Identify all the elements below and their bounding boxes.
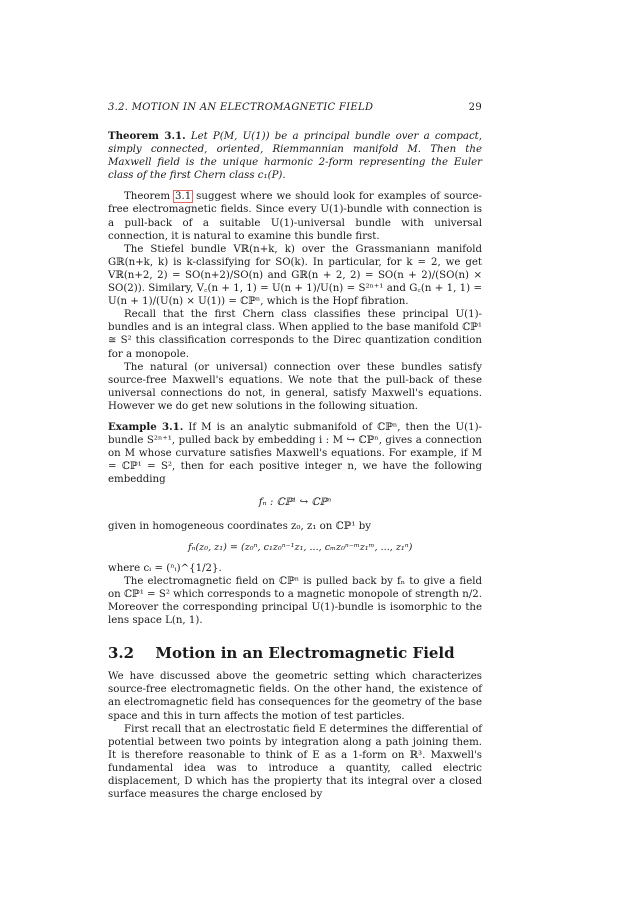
theorem-text: Let P(M, U(1)) be a principal bundle over a compact, simply connected, oriented, Riemmannian manifold M. Then the Maxwell field is the unique harmonic 2-form representing the Euler class of the first Chern class c₁(P). (108, 131, 482, 182)
section-paragraph-1: We have discussed above the geometric setting which characterizes source-free electromagnetic fields. On the other hand, the existence of an electromagnetic field has consequences for the geometry of the base space and this in turn affects the motion of test particles. (108, 671, 482, 722)
section-number: 3.2 (108, 644, 135, 663)
theorem (108, 130, 482, 182)
example-text: If M is an analytic submanifold of ℂℙⁿ, then the U(1)-bundle S²ⁿ⁺¹, pulled back by embedding i : M ↪ ℂℙⁿ, gives a connection on M whose curvature satisfies Maxwell's equations. For example, if M = ℂℙ¹ = S², then for each positive integer n, we have the following embedding (108, 421, 482, 486)
example-after: The electromagnetic field on ℂℙⁿ is pulled back by fₙ to give a field on ℂℙ¹ = S² which corresponds to a magnetic monopole of strength n/2. Moreover the corresponding principal U(1)-bundle is isomorphic to the lens space L(n, 1). (108, 575, 482, 627)
paragraph-theorem-discussion (108, 190, 482, 242)
equation-homogeneous: fₙ(z₀, z₁) = (z₀ⁿ, c₁z₀ⁿ⁻¹z₁, ..., cₘz₀ⁿ⁻ᵐz₁ᵐ, ..., z₁ⁿ) (188, 541, 413, 553)
text-span: suggest where we should look for examples of source-free electromagnetic fields. Since every U(1)-bundle with connection is a pull-back of a suitable U(1)-universal bundle with universal connection, it is natural to examine this bundle first. (108, 191, 482, 242)
example-label: Example 3.1. (108, 420, 184, 433)
running-title: 3.2. MOTION IN AN ELECTROMAGNETIC FIELD (108, 102, 374, 113)
example (108, 421, 482, 486)
paragraph-chern-class: Recall that the first Chern class classifies these principal U(1)-bundles and is an integral class. When applied to the base manifold ℂℙ¹ ≅ S² this classification corresponds to the Direc quantization condition for a monopole. (108, 309, 482, 360)
page-number: 29 (468, 102, 482, 113)
theorem-reference-link[interactable]: 3.1 (175, 191, 192, 203)
section-heading (108, 644, 482, 663)
running-header (108, 102, 482, 113)
section-paragraph-2: First recall that an electrostatic field E determines the differential of potential between two points by integration along a path joining them. It is therefore reasonable to think of E as a 1-form on ℝ³. Maxwell's fundamental idea was to introduce a quantity, called electric displacement, D which has the propierty that its integral over a closed surface measures the charge enclosed by (108, 723, 482, 801)
example-mid-text: given in homogeneous coordinates z₀, z₁ on ℂℙ¹ by (108, 520, 371, 532)
equation-embedding: fₙ : ℂℙ¹ ↪ ℂℙⁿ (258, 497, 332, 509)
text-span: Theorem (124, 191, 175, 203)
page-body (108, 130, 482, 801)
paragraph-natural-connection: The natural (or universal) connection over these bundles satisfy source-free Maxwell's equations. We note that the pull-back of these universal connections do not, in general, satisfy Maxwell's equations. However we do get new solutions in the following situation. (108, 361, 482, 412)
section-title: Motion in an Electromagnetic Field (155, 644, 455, 663)
theorem-label: Theorem 3.1. (108, 130, 186, 142)
example-where: where cᵢ = (ⁿᵢ)^{1/2}. (108, 562, 222, 574)
paragraph-stiefel-bundle: The Stiefel bundle Vℝ(n+k, k) over the Grassmaniann manifold Gℝ(n+k, k) is k-classifying for SO(k). In particular, for k = 2, we get Vℝ(n+2, 2) = SO(n+2)/SO(n) and Gℝ(n + 2, 2) = SO(n + 2)/(SO(n) × SO(2)). Similary, V꜀(n + 1, 1) = U(n + 1)/U(n) = S²ⁿ⁺¹ and G꜀(n + 1, 1) = U(n + 1)/(U(n) × U(1)) = ℂℙⁿ, which is the Hopf fibration. (108, 243, 482, 308)
